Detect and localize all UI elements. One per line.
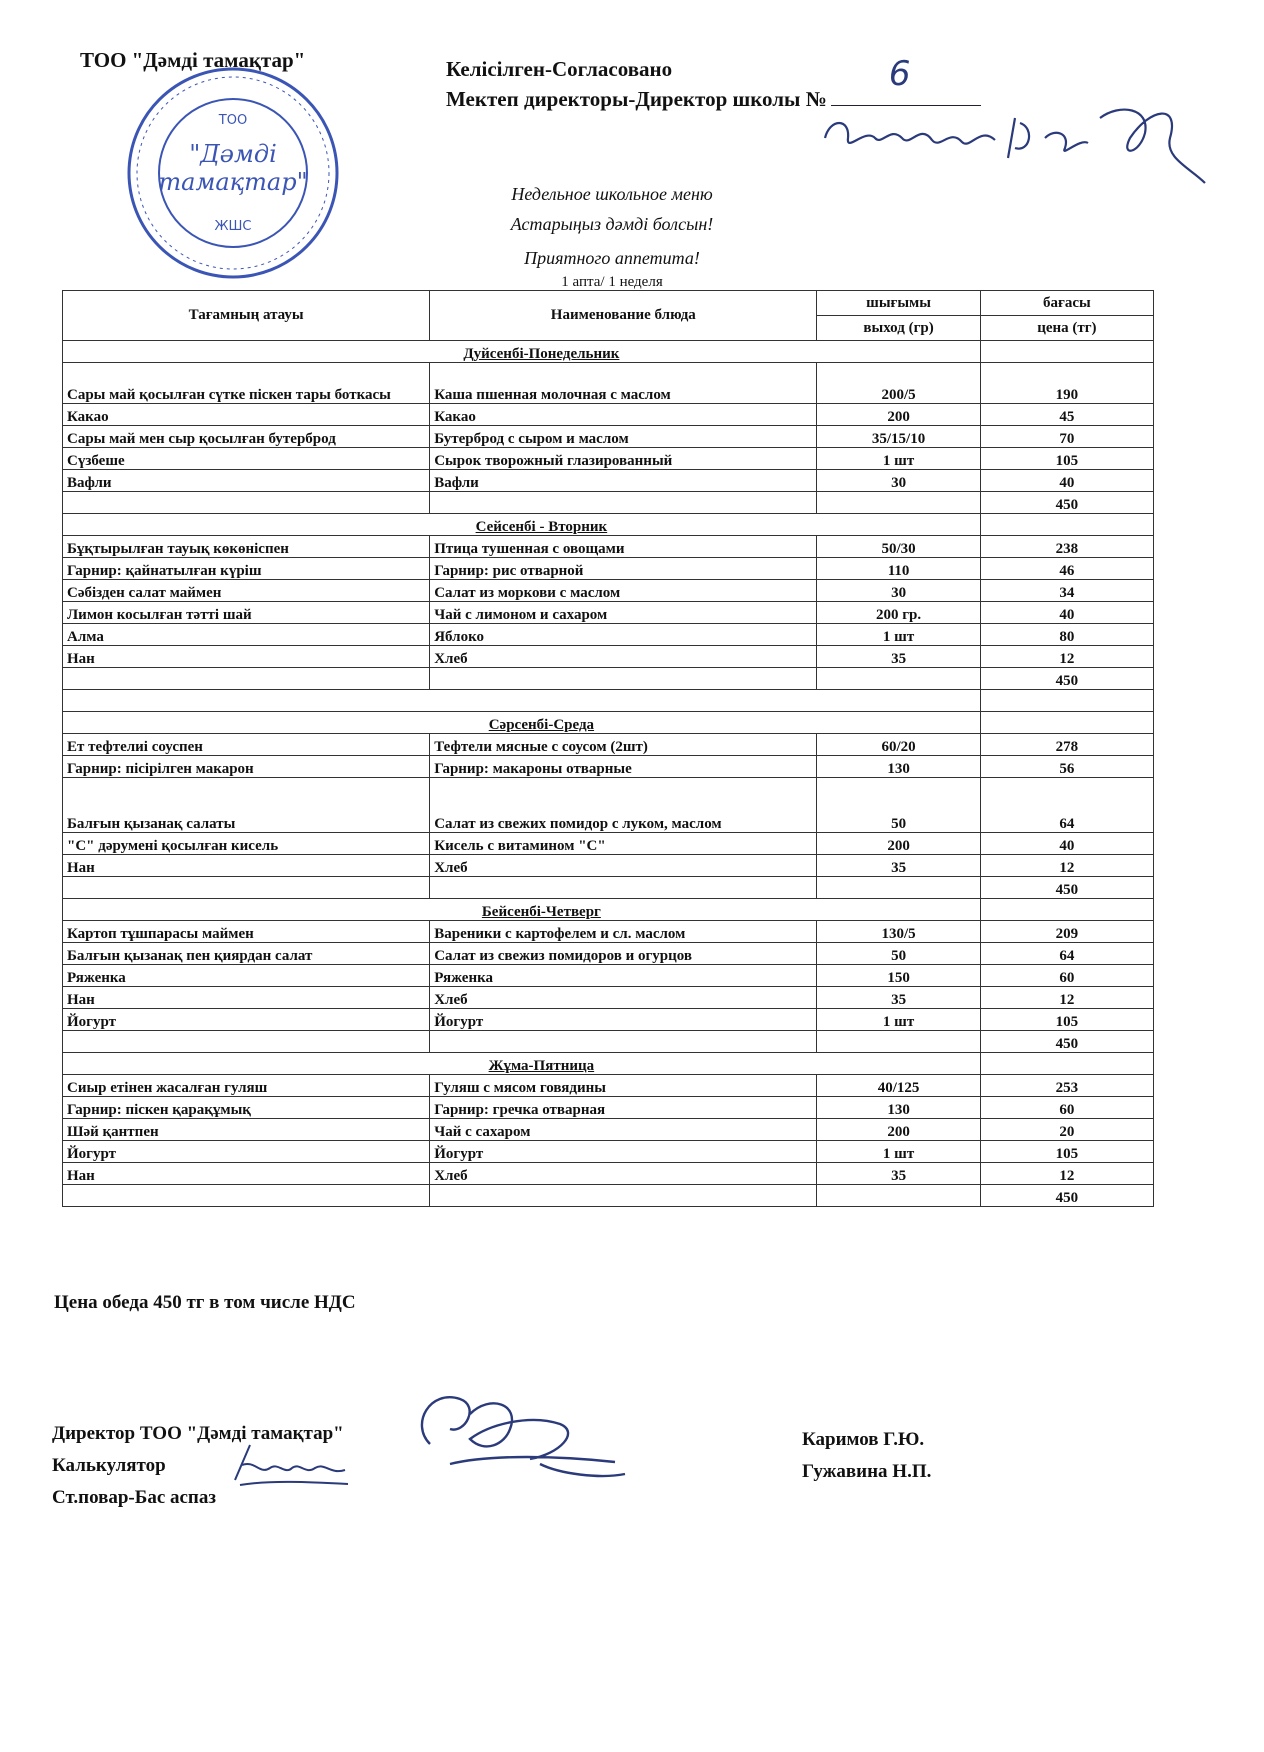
dish-price: 60 [980, 965, 1153, 987]
dish-yield: 50 [817, 943, 980, 965]
dish-price: 253 [980, 1075, 1153, 1097]
total-empty-kz [63, 492, 430, 514]
dish-name-kz: Гарнир: пісірілген макарон [63, 756, 430, 778]
dish-yield: 35 [817, 987, 980, 1009]
menu-item-row [63, 1097, 1154, 1119]
role-calculator: Калькулятор [52, 1455, 166, 1476]
day-cell [63, 712, 981, 734]
dish-yield: 35 [817, 1163, 980, 1185]
dish-price: 40 [980, 470, 1153, 492]
dish-name-ru: Йогурт [430, 1141, 817, 1163]
total-empty-yield [817, 877, 980, 899]
total-empty-kz [63, 668, 430, 690]
dish-name-kz: Сәбізден салат маймен [63, 580, 430, 602]
menu-item-row [63, 448, 1154, 470]
school-number: 6 [888, 54, 911, 94]
day-total-price: 450 [980, 1185, 1153, 1207]
day-row [63, 514, 1154, 536]
dish-name-ru: Салат из свежиз помидоров и огурцов [430, 943, 817, 965]
day-name: Бейсенбі-Четверг [481, 904, 601, 920]
day-price-cell [980, 712, 1153, 734]
menu-item-row [63, 1141, 1154, 1163]
header-name-kz: Тағамның атауы [63, 291, 430, 341]
menu-item-row [63, 965, 1154, 987]
lunch-price-note: Цена обеда 450 тг в том числе НДС [54, 1292, 356, 1313]
menu-item-row [63, 624, 1154, 646]
day-total-row [63, 877, 1154, 899]
dish-yield: 50 [817, 778, 980, 833]
dish-name-kz: Шәй қантпен [63, 1119, 430, 1141]
dish-yield: 130 [817, 756, 980, 778]
spacer-row [63, 690, 1154, 712]
name-calculator: Гужавина Н.П. [802, 1461, 932, 1482]
director-signature [820, 98, 1210, 188]
dish-yield: 200/5 [817, 363, 980, 404]
menu-title: Недельное школьное меню [511, 184, 713, 204]
dish-name-kz: Йогурт [63, 1009, 430, 1031]
dish-price: 70 [980, 426, 1153, 448]
dish-name-kz: Вафли [63, 470, 430, 492]
dish-name-ru: Гарнир: макароны отварные [430, 756, 817, 778]
dish-price: 60 [980, 1097, 1153, 1119]
weekly-menu-table [62, 290, 1154, 1207]
total-empty-yield [817, 668, 980, 690]
dish-price: 64 [980, 943, 1153, 965]
dish-name-kz: Бұқтырылған тауық көкөніспен [63, 536, 430, 558]
dish-name-kz: Гарнир: піскен қарақұмық [63, 1097, 430, 1119]
dish-price: 12 [980, 646, 1153, 668]
dish-yield: 200 гр. [817, 602, 980, 624]
day-name: Жұма-Пятница [488, 1058, 595, 1074]
menu-subtitle-ru: Приятного аппетита! [524, 248, 700, 268]
header-yield-kz: шығымы [817, 291, 980, 316]
dish-name-kz: Нан [63, 855, 430, 877]
day-row [63, 341, 1154, 363]
dish-yield: 30 [817, 580, 980, 602]
day-total-row [63, 492, 1154, 514]
day-price-cell [980, 899, 1153, 921]
dish-price: 46 [980, 558, 1153, 580]
dish-name-ru: Сырок творожный глазированный [430, 448, 817, 470]
menu-item-row [63, 1009, 1154, 1031]
day-name: Дуйсенбі-Понедельник [463, 346, 620, 362]
dish-name-kz: Лимон косылған тәтті шай [63, 602, 430, 624]
menu-item-row [63, 778, 1154, 833]
dish-yield: 130/5 [817, 921, 980, 943]
dish-name-kz: Сүзбеше [63, 448, 430, 470]
dish-name-ru: Тефтели мясные с соусом (2шт) [430, 734, 817, 756]
total-empty-kz [63, 1031, 430, 1053]
dish-name-ru: Чай с сахаром [430, 1119, 817, 1141]
stamp-bottom-text: ЖШС [214, 219, 252, 234]
menu-item-row [63, 943, 1154, 965]
total-empty-ru [430, 1031, 817, 1053]
dish-yield: 60/20 [817, 734, 980, 756]
dish-yield: 40/125 [817, 1075, 980, 1097]
menu-item-row [63, 363, 1154, 404]
dish-yield: 150 [817, 965, 980, 987]
menu-item-row [63, 756, 1154, 778]
dish-price: 34 [980, 580, 1153, 602]
director-label: Мектеп директоры-Директор школы № [446, 87, 827, 111]
dish-name-ru: Хлеб [430, 646, 817, 668]
day-cell [63, 514, 981, 536]
day-total-row [63, 668, 1154, 690]
dish-yield: 30 [817, 470, 980, 492]
dish-yield: 1 шт [817, 1009, 980, 1031]
dish-name-ru: Хлеб [430, 855, 817, 877]
day-row [63, 1053, 1154, 1075]
dish-price: 45 [980, 404, 1153, 426]
day-name: Сәрсенбі-Среда [488, 717, 595, 733]
dish-name-kz: Сиыр етінен жасалған гуляш [63, 1075, 430, 1097]
dish-yield: 1 шт [817, 448, 980, 470]
day-name: Сейсенбі - Вторник [475, 519, 608, 535]
dish-price: 105 [980, 448, 1153, 470]
dish-name-kz: "С" дәрумені қосылған кисель [63, 833, 430, 855]
menu-item-row [63, 921, 1154, 943]
company-name: ТОО "Дәмді тамақтар" [80, 48, 306, 72]
menu-item-row [63, 1075, 1154, 1097]
day-price-cell [980, 341, 1153, 363]
dish-name-ru: Гарнир: рис отварной [430, 558, 817, 580]
dish-name-ru: Салат из моркови с маслом [430, 580, 817, 602]
menu-item-row [63, 1163, 1154, 1185]
dish-name-kz: Сары май қосылған сүтке піскен тары боткасы [63, 363, 430, 404]
dish-name-kz: Нан [63, 1163, 430, 1185]
spacer-price-cell [980, 690, 1153, 712]
dish-name-kz: Сары май мен сыр қосылған бутерброд [63, 426, 430, 448]
day-total-price: 450 [980, 1031, 1153, 1053]
menu-item-row [63, 1119, 1154, 1141]
dish-name-ru: Чай с лимоном и сахаром [430, 602, 817, 624]
menu-table-body [63, 291, 1154, 1207]
day-total-row [63, 1185, 1154, 1207]
name-director: Каримов Г.Ю. [802, 1429, 925, 1450]
dish-price: 105 [980, 1009, 1153, 1031]
total-empty-ru [430, 1185, 817, 1207]
menu-item-row [63, 602, 1154, 624]
approval-title: Келісілген-Согласовано [446, 57, 673, 81]
dish-yield: 200 [817, 833, 980, 855]
day-cell [63, 899, 981, 921]
menu-subtitle-kz: Астарыңыз дәмді болсын! [510, 214, 714, 234]
menu-item-row [63, 646, 1154, 668]
dish-name-ru: Какао [430, 404, 817, 426]
calculator-signature [230, 1440, 350, 1490]
dish-name-ru: Бутерброд с сыром и маслом [430, 426, 817, 448]
dish-price: 278 [980, 734, 1153, 756]
dish-name-kz: Ряженка [63, 965, 430, 987]
dish-yield: 110 [817, 558, 980, 580]
dish-name-ru: Вареники с картофелем и сл. маслом [430, 921, 817, 943]
dish-yield: 35 [817, 855, 980, 877]
total-empty-ru [430, 668, 817, 690]
dish-name-ru: Яблоко [430, 624, 817, 646]
day-cell [63, 1053, 981, 1075]
day-row [63, 712, 1154, 734]
week-label: 1 апта/ 1 неделя [561, 274, 663, 290]
dish-name-kz: Гарнир: қайнатылған күріш [63, 558, 430, 580]
dish-price: 12 [980, 855, 1153, 877]
dish-name-ru: Вафли [430, 470, 817, 492]
dish-yield: 1 шт [817, 624, 980, 646]
menu-item-row [63, 580, 1154, 602]
dish-price: 64 [980, 778, 1153, 833]
dish-name-ru: Йогурт [430, 1009, 817, 1031]
day-total-price: 450 [980, 877, 1153, 899]
day-cell [63, 341, 981, 363]
total-empty-yield [817, 1185, 980, 1207]
menu-item-row [63, 833, 1154, 855]
dish-name-ru: Хлеб [430, 1163, 817, 1185]
stamp-top-text: ТОО [218, 113, 248, 128]
dish-price: 12 [980, 987, 1153, 1009]
stamp-name-line1: "Дәмді [189, 140, 277, 168]
header-price-kz: бағасы [980, 291, 1153, 316]
day-total-row [63, 1031, 1154, 1053]
dish-yield: 35 [817, 646, 980, 668]
dish-price: 238 [980, 536, 1153, 558]
menu-item-row [63, 426, 1154, 448]
header-price-ru: цена (тг) [980, 316, 1153, 341]
stamp-name-line2: тамақтар" [158, 168, 308, 196]
dish-price: 80 [980, 624, 1153, 646]
role-director: Директор ТОО "Дәмді тамақтар" [52, 1423, 344, 1444]
day-total-price: 450 [980, 492, 1153, 514]
dish-yield: 200 [817, 404, 980, 426]
total-empty-ru [430, 492, 817, 514]
dish-price: 209 [980, 921, 1153, 943]
role-chef: Ст.повар-Бас аспаз [52, 1487, 217, 1508]
header-name-ru: Наименование блюда [430, 291, 817, 341]
menu-item-row [63, 855, 1154, 877]
dish-name-ru: Ряженка [430, 965, 817, 987]
dish-price: 40 [980, 833, 1153, 855]
dish-yield: 50/30 [817, 536, 980, 558]
dish-name-kz: Нан [63, 987, 430, 1009]
dish-name-kz: Какао [63, 404, 430, 426]
spacer-cell [63, 690, 981, 712]
dish-name-ru: Гарнир: гречка отварная [430, 1097, 817, 1119]
total-empty-yield [817, 1031, 980, 1053]
dish-name-kz: Балғын қызанақ пен қиярдан салат [63, 943, 430, 965]
total-empty-kz [63, 877, 430, 899]
dish-name-kz: Ет тефтелиі соуспен [63, 734, 430, 756]
dish-price: 190 [980, 363, 1153, 404]
dish-yield: 200 [817, 1119, 980, 1141]
dish-name-ru: Птица тушенная с овощами [430, 536, 817, 558]
dish-price: 12 [980, 1163, 1153, 1185]
dish-price: 105 [980, 1141, 1153, 1163]
dish-name-kz: Нан [63, 646, 430, 668]
day-row [63, 899, 1154, 921]
dish-yield: 1 шт [817, 1141, 980, 1163]
dish-yield: 130 [817, 1097, 980, 1119]
day-total-price: 450 [980, 668, 1153, 690]
menu-item-row [63, 558, 1154, 580]
dish-price: 56 [980, 756, 1153, 778]
signatories-names [802, 1424, 931, 1488]
day-price-cell [980, 1053, 1153, 1075]
dish-name-kz: Картоп тұшпарасы маймен [63, 921, 430, 943]
total-empty-yield [817, 492, 980, 514]
director-company-signature [410, 1384, 630, 1484]
total-empty-ru [430, 877, 817, 899]
day-price-cell [980, 514, 1153, 536]
dish-name-kz: Йогурт [63, 1141, 430, 1163]
dish-name-ru: Гуляш с мясом говядины [430, 1075, 817, 1097]
dish-name-kz: Алма [63, 624, 430, 646]
menu-item-row [63, 536, 1154, 558]
total-empty-kz [63, 1185, 430, 1207]
dish-name-ru: Каша пшенная молочная с маслом [430, 363, 817, 404]
dish-name-kz: Балғын қызанақ салаты [63, 778, 430, 833]
dish-price: 20 [980, 1119, 1153, 1141]
dish-name-ru: Салат из свежих помидор с луком, маслом [430, 778, 817, 833]
menu-item-row [63, 404, 1154, 426]
dish-name-ru: Хлеб [430, 987, 817, 1009]
dish-yield: 35/15/10 [817, 426, 980, 448]
dish-price: 40 [980, 602, 1153, 624]
menu-item-row [63, 734, 1154, 756]
header-yield-ru: выход (гр) [817, 316, 980, 341]
dish-name-ru: Кисель с витамином "С" [430, 833, 817, 855]
menu-item-row [63, 987, 1154, 1009]
menu-item-row [63, 470, 1154, 492]
header-row-1 [63, 291, 1154, 316]
